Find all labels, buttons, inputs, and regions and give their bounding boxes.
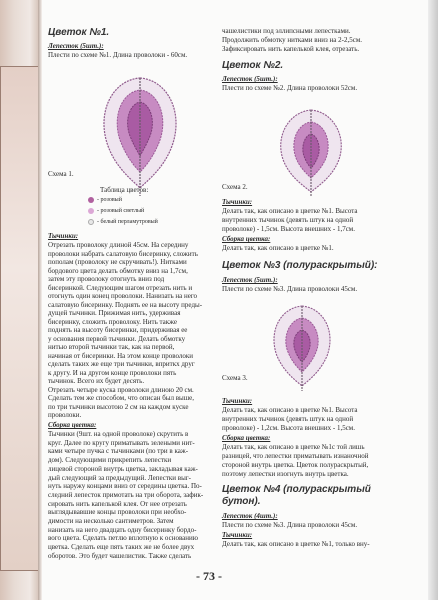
f1-assembly-line: нуть наружу концами вниз от середины цветка. По-	[48, 482, 202, 491]
flower4-title-line-2: бутон).	[222, 496, 261, 507]
flower4-petal-heading: Лепесток (4шт.):	[222, 512, 278, 520]
flower3-stamens-line-2: внутренних тычинок (девять штук на одной	[222, 415, 354, 423]
f1-stamens-line: бордового цвета делать обмотку вниз на 1,7см,	[48, 266, 188, 275]
flower3-stamens-line-1: Делать так, как описано в цветке №1. Высота	[222, 406, 358, 414]
f1-stamens-line: нитью второй тычинки так, как на первой,	[48, 343, 175, 351]
flower2-assembly-line-1: Делать так, как описано в цветке №1.	[222, 244, 334, 252]
f1-stamens-line: салатовую бисеринку. Поднять ее на высоту преды-	[48, 300, 203, 309]
f1-stamens-line: тычинок. Всего их будет десять.	[48, 377, 145, 385]
legend-swatch-pink	[88, 197, 94, 203]
flower2-stamens-line-1: Делать так, как описано в цветке №1. Высота	[222, 207, 358, 215]
f1-stamens-line: бисеринку, сложить проволоку. Нить также	[48, 317, 178, 326]
f1-stamens-line: пополам (проволоку не скручивать!). Нитками	[48, 258, 187, 266]
f1-stamens-line: к другу. И на другом конце проволоки пять	[48, 368, 177, 377]
f1-stamens-line: отогнуть один конец проволоки. Нанизать на него	[48, 292, 198, 300]
f1-assembly-line: выглядывавшие концы проволоки при необхо-	[48, 508, 187, 517]
page-edge	[428, 0, 438, 600]
f1-assembly-line: димости на несколько сантиметров. Затем	[48, 517, 174, 525]
flower3-assembly-line-4: поэтому лепестки изогнуть внутрь цветка.	[222, 470, 349, 478]
f1-assembly-line: ками четыре пучка с тычинками (по три в каж-	[48, 447, 189, 456]
page-number: - 73 -	[196, 569, 222, 583]
f1-stamens-line: начиная от бисеринки. На этом конце проволоки	[48, 351, 194, 360]
flower1-petal-heading: Лепесток (5шт.):	[48, 42, 104, 50]
f1-assembly-line: дый следующий за предыдущий. Лепестки выг-	[48, 473, 191, 482]
f1-stamens-line: бисеринкой. Следующим шагом отрезать нить и	[48, 283, 193, 292]
f1-stamens-line: Сделать тем же способом, что описан был выше,	[48, 394, 194, 402]
color-table-title: Таблица цветов:	[100, 186, 149, 194]
f1-assembly-line: сировать нить капелькой клея. От нее отрезать	[48, 499, 187, 508]
flower2-petal-text: Плести по схеме №2. Длина проволоки 52см.	[222, 84, 358, 92]
f1-assembly-line: следний лепесток примотать на три оборота, зафик-	[48, 490, 204, 499]
f1-stamens-line: проволоки набрать салатовую бисеринку, сложить	[48, 249, 198, 258]
scheme2-petal-diagram	[268, 104, 354, 198]
legend-swatch-light-pink	[88, 208, 94, 214]
f1-stamens-line: у основания первой тычинки. Делать обмотку	[48, 334, 186, 343]
f1-assembly-line: круг. Далее по кругу приматывать зелеными нит-	[48, 438, 195, 447]
f1-stamens-line: проволоки.	[48, 411, 82, 419]
flower2-stamens-line-3: проволоке) - 1,5см. Высота внешних - 1,7см.	[222, 225, 355, 233]
f1-stamens-line: сделать таких же еще три тычинки, вприткх друг	[48, 360, 195, 368]
f1-stamens-line: Отрезать проволоку длиной 45см. На середину	[48, 241, 189, 249]
flower3-assembly-line-2: разницей, что лепестки приматывать изнаночной	[222, 452, 369, 460]
f1-assembly-line: вого цвета. Сделать петлю вплотную к основанию	[48, 534, 198, 543]
flower3-petal-text: Плести по схеме №3. Длина проволоки 45см.	[222, 285, 358, 293]
flower4-title-line-1: Цветок №4 (полураскрытый	[222, 484, 371, 495]
flower4-petal-text: Плести по схеме №3. Длина проволоки 45см.	[222, 521, 358, 529]
f1-assembly-line: дом). Следующими прикрепить лепестки	[48, 456, 172, 465]
flower3-assembly-line-1: Делать так, как описано в цветке №1с той лишь	[222, 443, 365, 451]
flower2-stamens-heading: Тычинки:	[222, 198, 253, 206]
f1-stamens-line: поднять на высоту бисеринки, придерживая ее	[48, 326, 188, 334]
previous-page-border	[0, 66, 40, 571]
scheme1-caption: Схема 1.	[48, 170, 74, 178]
scheme3-petal-diagram	[262, 300, 342, 392]
flower2-petal-heading: Лепесток (5шт.):	[222, 75, 278, 83]
top-line-2: Продолжить обмотку нитками вниз на 2-2,5см.	[222, 36, 363, 44]
top-line-1: чашелистики под эллипсными лепестками.	[222, 27, 351, 35]
f1-stamens-line: по три тычинки высотою 2 см на каждом куске	[48, 402, 189, 411]
f1-assembly-line: цветка. Сделать еще пять таких же не более двух	[48, 543, 195, 552]
flower3-stamens-line-3: проволоке) - 1,2см. Высота внешних - 1,5см.	[222, 424, 355, 432]
flower2-assembly-heading: Сборка цветка:	[222, 235, 271, 243]
f1-assembly-line: оборотов. Это будет чашелистик. Также сделать	[48, 551, 192, 560]
legend-label-pearl-white: - белый перламутровый	[97, 219, 158, 225]
page-fold	[38, 0, 42, 600]
legend-label-pink: - розовый	[97, 197, 122, 203]
flower1-assembly-heading: Сборка цветка:	[48, 421, 97, 429]
f1-assembly-line: нанизать на него двадцать одну бисеринку бордо-	[48, 525, 197, 534]
flower2-title: Цветок №2.	[222, 60, 284, 71]
f1-assembly-line: Тычинки (9шт. на одной проволоке) скрутить в	[48, 430, 189, 438]
top-line-3: Зафиксировать нить капелькой клея, отрезать.	[222, 45, 360, 53]
f1-stamens-line: Отрезать четыре куска проволоки длиною 20 см.	[48, 385, 194, 394]
legend-swatch-pearl-white	[88, 219, 94, 225]
flower1-petal-text: Плести по схеме №1. Длина проволоки - 60см.	[48, 51, 188, 59]
f1-stamens-line: дущей тычинки. Прижимая нить, удерживая	[48, 309, 181, 317]
flower3-stamens-heading: Тычинки:	[222, 397, 253, 405]
scheme3-caption: Схема 3.	[222, 374, 248, 382]
flower2-stamens-line-2: внутренних тычинок (девять штук на одной	[222, 216, 354, 224]
scheme1-petal-diagram	[90, 68, 190, 198]
flower3-title: Цветок №3 (полураскрытый):	[222, 260, 378, 271]
flower1-stamens-heading: Тычинки:	[48, 232, 79, 240]
f1-stamens-line: затем эту проволоку отогнуть вниз под	[48, 275, 165, 283]
flower3-assembly-heading: Сборка цветка:	[222, 434, 271, 442]
flower3-petal-heading: Лепесток (5шт.):	[222, 276, 278, 284]
flower1-title: Цветок №1.	[48, 27, 110, 38]
scheme2-caption: Схема 2.	[222, 183, 248, 191]
flower4-stamens-text: Делать так, как описано в цветке №1, только вну-	[222, 540, 370, 548]
flower4-stamens-heading: Тычинки:	[222, 531, 253, 539]
flower3-assembly-line-3: стороной внутрь цветка. Цветок полураскрытый,	[222, 461, 369, 469]
legend-label-light-pink: - розовый светлый	[97, 208, 145, 214]
f1-assembly-line: лицевой стороной внутрь цветка, закладывая каж-	[48, 464, 198, 473]
